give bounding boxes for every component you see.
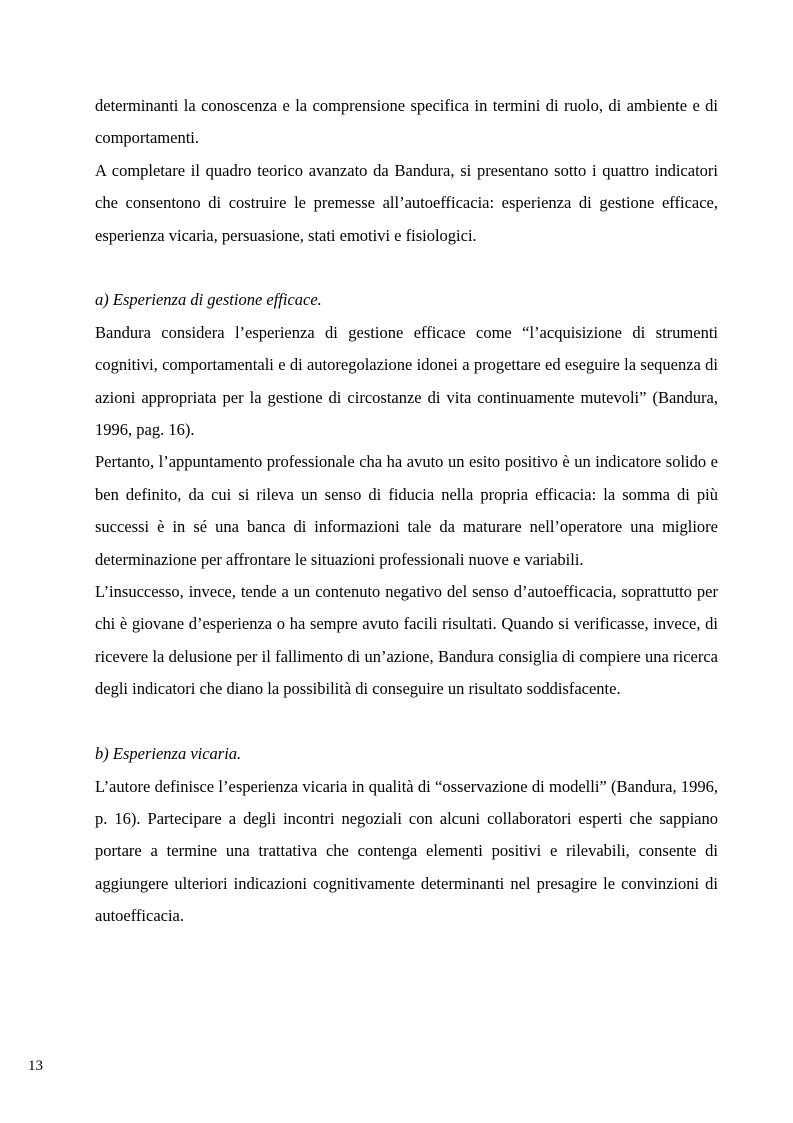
section-a-heading: a) Esperienza di gestione efficace.	[95, 290, 322, 310]
section-spacer	[95, 252, 718, 284]
page-body	[95, 90, 718, 933]
intro-paragraph-1: determinanti la conoscenza e la comprensione specifica in termini di ruolo, di ambiente e di comportamenti.	[95, 96, 718, 148]
section-spacer	[95, 706, 718, 738]
section-a-paragraph-1: Bandura considera l’esperienza di gestione efficace come “l’acquisizione di strumenti cognitivi, comportamentali e di autoregolazione idonei a progettare ed eseguire la sequenza di azioni appropriata per la gestione di circostanze di vita continuamente mutevoli” (Bandura, 1996, pag. 16).	[95, 322, 718, 440]
section-a-paragraph-2: Pertanto, l’appuntamento professionale cha ha avuto un esito positivo è un indicatore solido e ben definito, da cui si rileva un senso di fiducia nella propria efficacia: la somma di più successi è in sé una banca di informazioni tale da maturare nell’operatore una migliore determinazione per affrontare le situazioni professionali nuove e variabili.	[95, 452, 718, 569]
intro-paragraph-2: A completare il quadro teorico avanzato da Bandura, si presentano sotto i quattro indicatori che consentono di costruire le premesse all’autoefficacia: esperienza di gestione efficace, esperienza vicaria, persuasione, stati emotivi e fisiologici.	[95, 160, 718, 245]
section-a-paragraph-3: L’insuccesso, invece, tende a un contenuto negativo del senso d’autoefficacia, soprattutto per chi è giovane d’esperienza o ha sempre avuto facili risultati. Quando si verificasse, invece, di ricevere la delusione per il fallimento di un’azione, Bandura consiglia di compiere una ricerca degli indicatori che diano la possibilità di conseguire un risultato soddisfacente.	[95, 582, 718, 699]
section-b-paragraph-1: L’autore definisce l’esperienza vicaria in qualità di “osservazione di modelli” (Bandura, 1996, p. 16). Partecipare a degli incontri negoziali con alcuni collaboratori esperti che sappiano portare a termine una trattativa che contenga elementi positivi e rilevabili, consente di aggiungere ulteriori indicazioni cognitivamente determinanti nel presagire le convinzioni di autoefficacia.	[95, 776, 718, 926]
page-number: 13	[28, 1058, 43, 1074]
section-b-heading: b) Esperienza vicaria.	[95, 744, 242, 764]
